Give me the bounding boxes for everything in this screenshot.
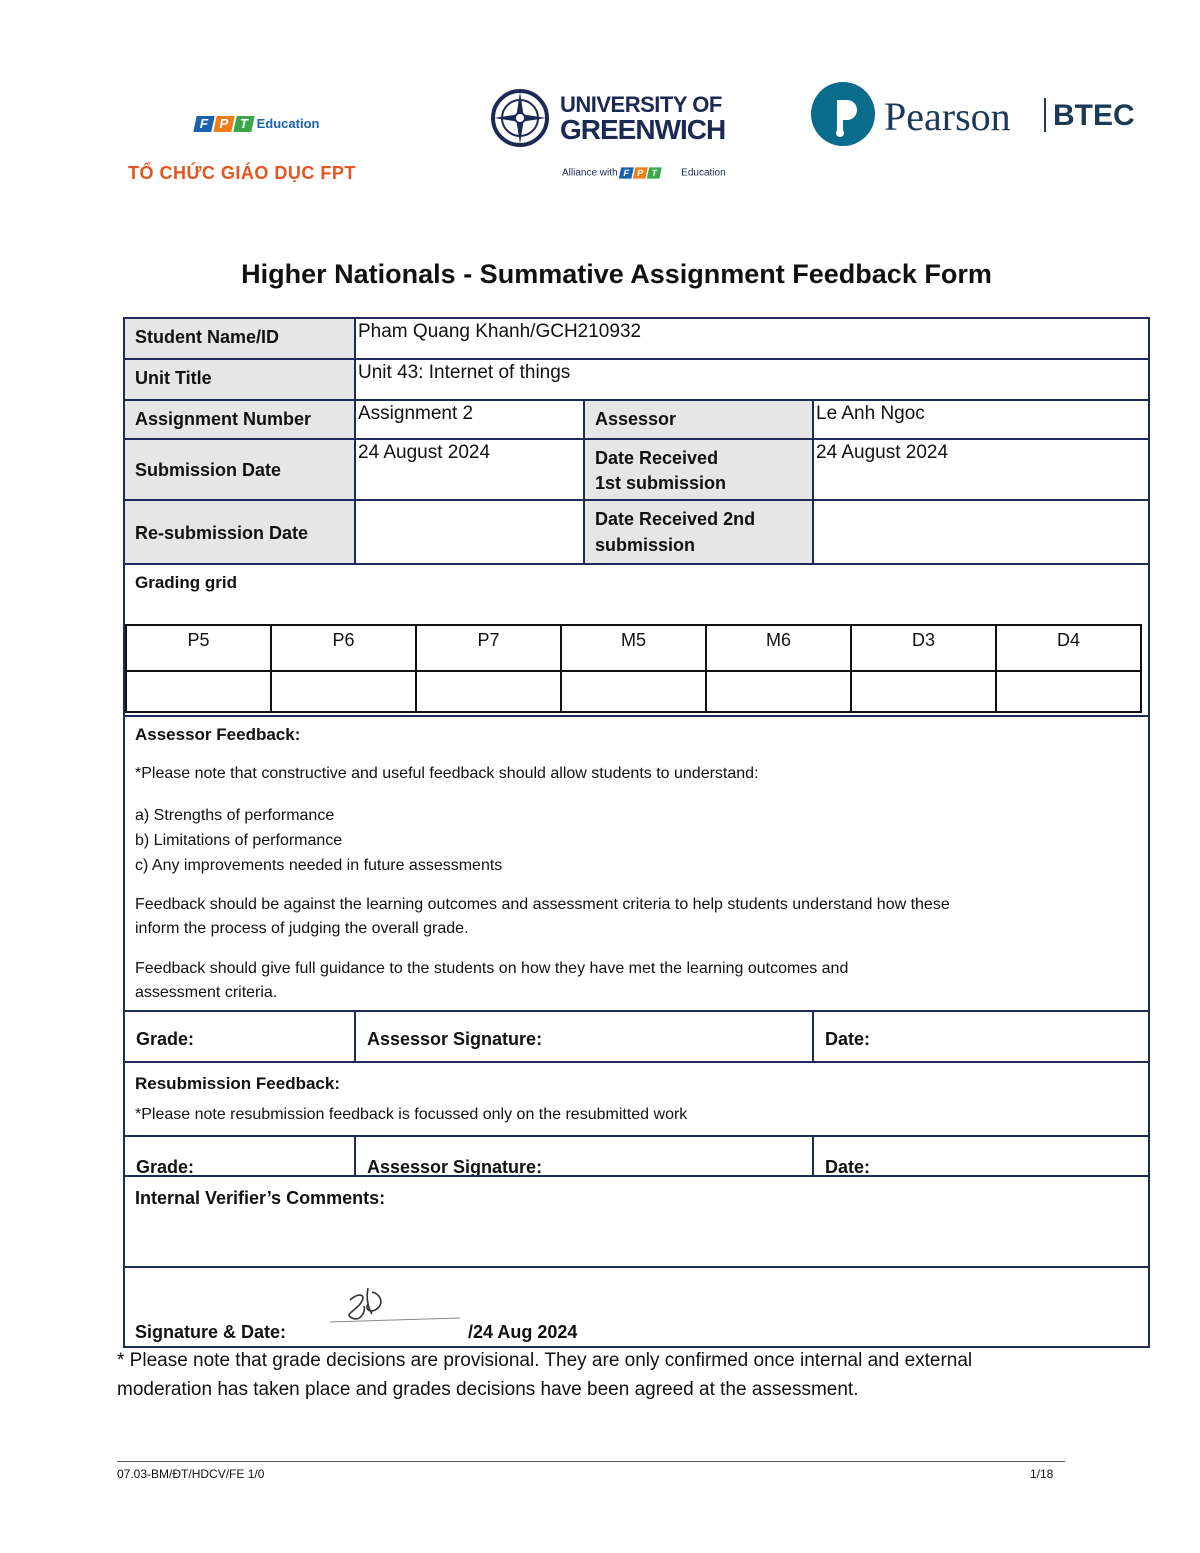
alliance-fpt-f: F [619,167,634,178]
fpt-letter-f: F [193,116,214,132]
pearson-wordmark: Pearson [884,94,1011,139]
date-label: Date: [812,1010,1150,1063]
alliance-fpt-t: T [647,167,662,178]
date-label-2: Date: [812,1135,1150,1177]
grade-cell-d3 [850,670,997,713]
alliance-education: Education [681,167,726,179]
greenwich-line1: UNIVERSITY OF [560,92,722,117]
form-title: Higher Nationals - Summative Assignment Feedback Form [241,259,992,289]
received1-label-line1: Date Received [595,448,719,468]
grade-criterion-d3: D3 [850,624,997,672]
resubmission-note: *Please note resubmission feedback is focussed only on the resubmitted work [135,1106,688,1123]
assessor-label: Assessor [583,399,814,440]
alliance-text: Alliance with [562,167,618,179]
resubmission-value [354,499,585,565]
feedback-para1-line1: Feedback should be against the learning outcomes and assessment criteria to help students understand how these [135,896,950,913]
greenwich-line2: GREENWICH [560,114,726,145]
student-label: Student Name/ID [123,317,356,360]
disclaimer-line2: moderation has taken place and grades decisions have been agreed at the assessment. [117,1379,859,1400]
grade-label-2: Grade: [123,1135,356,1177]
received1-label [583,438,814,501]
feedback-heading: Assessor Feedback: [135,725,301,744]
assessor-value: Le Anh Ngoc [812,399,1150,440]
resubmission-heading: Resubmission Feedback: [135,1074,341,1093]
signature-date: /24 Aug 2024 [468,1322,578,1342]
footer-code: 07.03-BM/ĐT/HDCV/FE 1/0 [117,1467,265,1481]
grade-criterion-p6: P6 [270,624,417,672]
unit-label: Unit Title [123,358,356,401]
feedback-point-b: b) Limitations of performance [135,832,343,849]
footer-divider [117,1461,1065,1462]
fpt-letter-t: T [233,116,254,132]
btec-wordmark: BTEC [1053,99,1135,132]
feedback-point-a: a) Strengths of performance [135,807,335,824]
greenwich-compass-icon [490,88,550,148]
assessor-signature-label: Assessor Signature: [354,1010,814,1063]
received1-label-line2: 1st submission [595,473,727,493]
grade-criterion-m5: M5 [560,624,707,672]
grade-criterion-p7: P7 [415,624,562,672]
grade-cell-m6 [705,670,852,713]
fpt-education-text: Education [256,116,320,132]
grade-cell-m5 [560,670,707,713]
alliance-fpt-p: P [633,167,648,178]
greenwich-alliance [562,165,726,181]
pearson-p-icon [811,82,875,146]
footer-page: 1/18 [1030,1467,1054,1481]
grade-criterion-m6: M6 [705,624,852,672]
grade-criterion-p5: P5 [125,624,272,672]
fpt-education-logo [195,115,319,132]
feedback-para2-line1: Feedback should give full guidance to the students on how they have met the learning outcomes and [135,960,849,977]
grade-cell-p6 [270,670,417,713]
received2-label: Date Received 2nd submission [583,499,814,565]
assignment-value: Assignment 2 [354,399,585,440]
handwritten-signature [328,1282,463,1332]
submission-value: 24 August 2024 [354,438,585,501]
feedback-para2-line2: assessment criteria. [135,984,278,1001]
feedback-point-c: c) Any improvements needed in future assessments [135,857,503,874]
unit-value: Unit 43: Internet of things [354,358,1150,401]
received2-value [812,499,1150,565]
grading-label: Grading grid [135,573,237,592]
submission-label: Submission Date [123,438,356,501]
assessor-signature-label-2: Assessor Signature: [354,1135,814,1177]
logo-divider [1044,98,1046,132]
grade-criterion-d4: D4 [995,624,1142,672]
student-value: Pham Quang Khanh/GCH210932 [354,317,1150,360]
grade-cell-d4 [995,670,1142,713]
received1-value: 24 August 2024 [812,438,1150,501]
disclaimer-line1: * Please note that grade decisions are provisional. They are only confirmed once internal and external [117,1350,973,1371]
assignment-label: Assignment Number [123,399,356,440]
grade-label: Grade: [123,1010,356,1063]
resubmission-label: Re-submission Date [123,499,356,565]
fpt-letter-p: P [213,116,234,132]
feedback-note: *Please note that constructive and useful feedback should allow students to understand: [135,765,759,782]
signature-label: Signature & Date: [135,1322,287,1342]
feedback-para1-line2: inform the process of judging the overall grade. [135,920,469,937]
verifier-heading: Internal Verifier’s Comments: [135,1188,386,1208]
grade-cell-p5 [125,670,272,713]
grade-cell-p7 [415,670,562,713]
org-name: TỔ CHỨC GIÁO DỤC FPT [128,163,356,183]
resubmission-section [123,1061,1150,1137]
